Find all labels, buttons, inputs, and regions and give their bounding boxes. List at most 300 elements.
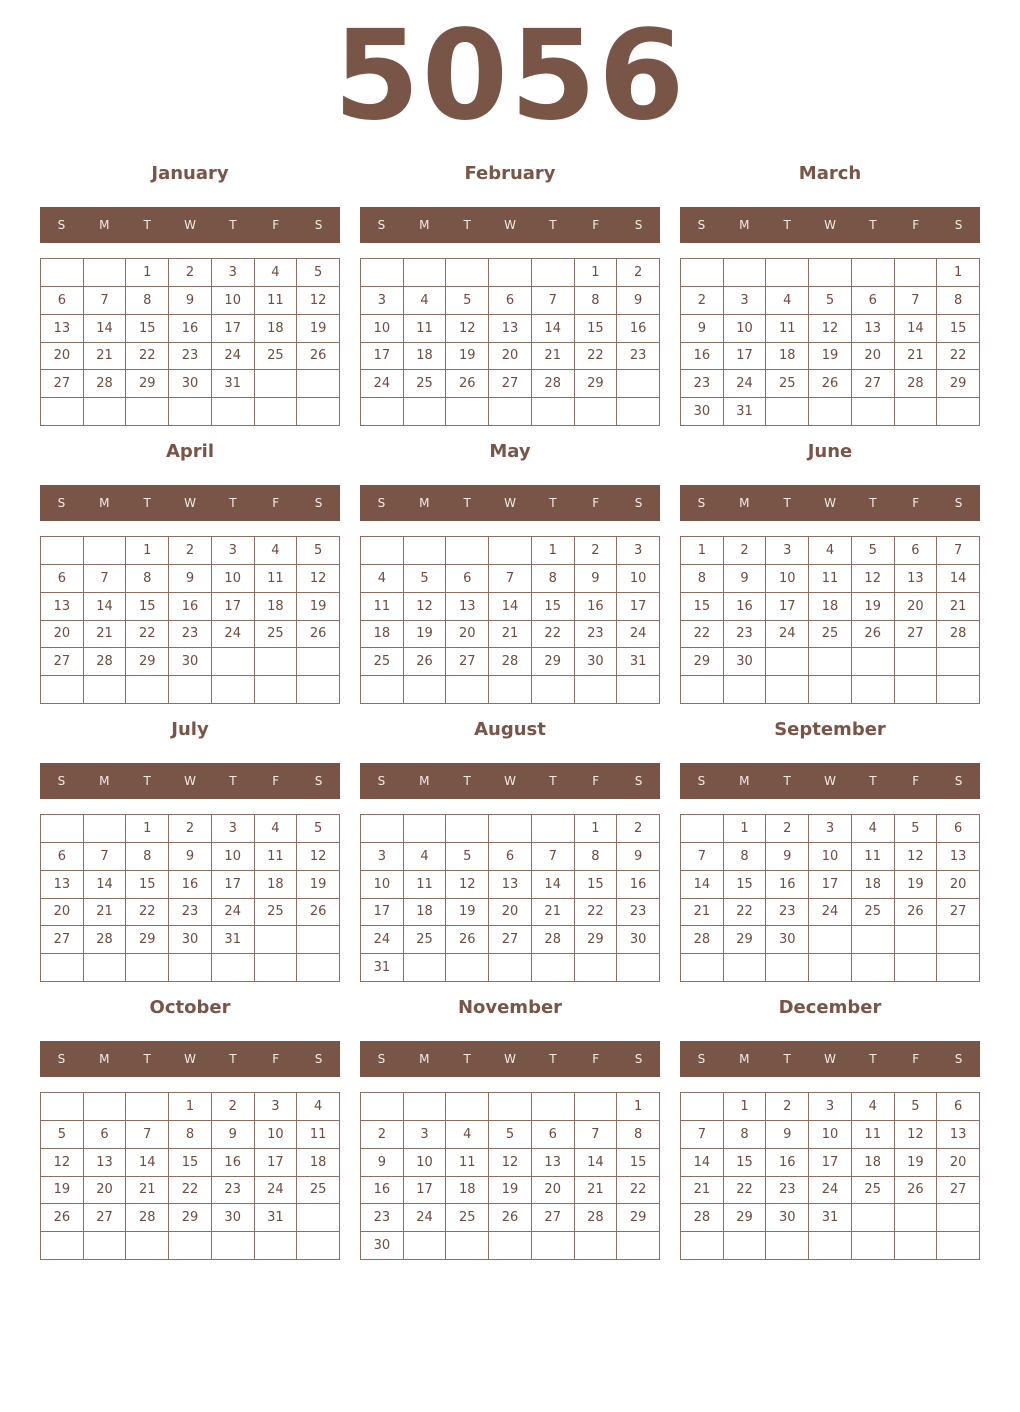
day-cell: 7 — [937, 537, 980, 565]
empty-cell — [937, 926, 980, 954]
day-cell: 9 — [361, 1149, 404, 1177]
day-cell: 28 — [84, 370, 127, 398]
day-cell: 3 — [617, 537, 660, 565]
day-cell: 4 — [852, 815, 895, 843]
empty-cell — [766, 676, 809, 704]
day-cell: 18 — [852, 871, 895, 899]
day-cell: 21 — [489, 621, 532, 649]
day-cell: 27 — [895, 621, 938, 649]
day-cell: 13 — [937, 843, 980, 871]
day-cell: 25 — [255, 899, 298, 927]
year-title: 5056 — [333, 4, 687, 148]
day-cell: 13 — [489, 315, 532, 343]
day-grid — [360, 814, 660, 982]
day-cell: 1 — [532, 537, 575, 565]
day-cell: 5 — [41, 1121, 84, 1149]
day-cell: 3 — [404, 1121, 447, 1149]
empty-cell — [895, 398, 938, 426]
day-cell: 10 — [361, 871, 404, 899]
day-cell: 19 — [297, 871, 340, 899]
weekday-label: S — [634, 1052, 643, 1066]
month-name: May — [489, 441, 531, 462]
day-cell: 12 — [446, 315, 489, 343]
weekday-label: M — [99, 218, 110, 232]
day-grid — [680, 1092, 980, 1260]
day-cell: 20 — [532, 1177, 575, 1205]
day-cell: 1 — [681, 537, 724, 565]
weekday-label: M — [419, 1052, 430, 1066]
weekday-label: T — [869, 218, 877, 232]
empty-cell — [895, 676, 938, 704]
day-cell: 13 — [937, 1121, 980, 1149]
day-cell: 18 — [255, 871, 298, 899]
empty-cell — [852, 398, 895, 426]
day-cell: 4 — [255, 537, 298, 565]
day-cell: 22 — [681, 621, 724, 649]
empty-cell — [361, 1093, 404, 1121]
day-cell: 28 — [532, 926, 575, 954]
weekday-label: T — [463, 1052, 471, 1066]
day-cell: 8 — [575, 843, 618, 871]
weekday-header — [40, 763, 340, 799]
weekday-label: W — [504, 496, 516, 510]
day-cell: 13 — [446, 593, 489, 621]
weekday-label: S — [954, 496, 963, 510]
empty-cell — [255, 648, 298, 676]
weekday-label: M — [739, 496, 750, 510]
day-cell: 11 — [255, 287, 298, 315]
day-cell: 5 — [895, 1093, 938, 1121]
day-cell: 28 — [532, 370, 575, 398]
empty-cell — [255, 954, 298, 982]
day-cell: 16 — [766, 1149, 809, 1177]
weekday-label: T — [143, 774, 151, 788]
day-cell: 28 — [84, 926, 127, 954]
empty-cell — [446, 1232, 489, 1260]
day-cell: 1 — [575, 815, 618, 843]
day-cell: 6 — [489, 287, 532, 315]
month-name: January — [151, 163, 229, 184]
day-cell: 15 — [126, 315, 169, 343]
day-cell: 3 — [809, 815, 852, 843]
day-cell: 2 — [617, 815, 660, 843]
weekday-label: T — [229, 496, 237, 510]
empty-cell — [937, 1232, 980, 1260]
weekday-label: T — [143, 496, 151, 510]
empty-cell — [297, 954, 340, 982]
weekday-label: S — [314, 774, 323, 788]
day-cell: 18 — [446, 1177, 489, 1205]
empty-cell — [404, 676, 447, 704]
day-cell: 10 — [361, 315, 404, 343]
day-cell: 3 — [212, 815, 255, 843]
weekday-label: W — [824, 496, 836, 510]
weekday-header — [360, 485, 660, 521]
day-cell: 31 — [212, 370, 255, 398]
day-cell: 27 — [532, 1204, 575, 1232]
empty-cell — [212, 954, 255, 982]
day-cell: 13 — [41, 593, 84, 621]
day-cell: 11 — [255, 843, 298, 871]
day-cell: 14 — [532, 315, 575, 343]
day-cell: 14 — [489, 593, 532, 621]
day-cell: 10 — [404, 1149, 447, 1177]
day-cell: 22 — [575, 343, 618, 371]
day-cell: 21 — [532, 899, 575, 927]
day-cell: 9 — [212, 1121, 255, 1149]
weekday-label: T — [783, 496, 791, 510]
day-cell: 30 — [361, 1232, 404, 1260]
empty-cell — [169, 676, 212, 704]
empty-cell — [809, 398, 852, 426]
empty-cell — [617, 676, 660, 704]
weekday-label: M — [99, 496, 110, 510]
day-cell: 2 — [361, 1121, 404, 1149]
day-cell: 23 — [575, 621, 618, 649]
day-cell: 18 — [297, 1149, 340, 1177]
day-cell: 26 — [404, 648, 447, 676]
empty-cell — [575, 954, 618, 982]
day-cell: 14 — [895, 315, 938, 343]
day-cell: 29 — [169, 1204, 212, 1232]
weekday-label: S — [954, 218, 963, 232]
day-cell: 31 — [255, 1204, 298, 1232]
day-cell: 15 — [681, 593, 724, 621]
empty-cell — [532, 954, 575, 982]
day-cell: 7 — [681, 1121, 724, 1149]
weekday-label: S — [377, 496, 386, 510]
empty-cell — [895, 1232, 938, 1260]
day-cell: 16 — [169, 593, 212, 621]
weekday-label: F — [912, 218, 920, 232]
month-name: April — [165, 441, 215, 462]
day-cell: 27 — [41, 648, 84, 676]
day-cell: 26 — [895, 899, 938, 927]
empty-cell — [809, 926, 852, 954]
day-cell: 16 — [617, 871, 660, 899]
empty-cell — [489, 954, 532, 982]
weekday-label: S — [57, 496, 66, 510]
day-cell: 20 — [41, 899, 84, 927]
day-cell: 12 — [809, 315, 852, 343]
day-cell: 11 — [297, 1121, 340, 1149]
empty-cell — [489, 537, 532, 565]
day-grid — [680, 258, 980, 426]
day-cell: 17 — [809, 1149, 852, 1177]
day-cell: 13 — [41, 315, 84, 343]
day-cell: 6 — [489, 843, 532, 871]
month-name: August — [474, 719, 546, 740]
weekday-label: F — [912, 774, 920, 788]
weekday-label: W — [184, 218, 196, 232]
day-cell: 25 — [297, 1177, 340, 1205]
weekday-label: S — [57, 1052, 66, 1066]
day-cell: 24 — [766, 621, 809, 649]
day-cell: 3 — [212, 259, 255, 287]
day-cell: 9 — [681, 315, 724, 343]
empty-cell — [895, 648, 938, 676]
day-cell: 26 — [895, 1177, 938, 1205]
empty-cell — [297, 676, 340, 704]
day-cell: 23 — [361, 1204, 404, 1232]
day-cell: 12 — [895, 843, 938, 871]
day-cell: 21 — [84, 621, 127, 649]
weekday-label: M — [99, 774, 110, 788]
day-cell: 12 — [895, 1121, 938, 1149]
day-cell: 24 — [255, 1177, 298, 1205]
weekday-label: F — [272, 774, 280, 788]
day-grid — [680, 814, 980, 982]
day-cell: 7 — [575, 1121, 618, 1149]
empty-cell — [404, 954, 447, 982]
month-name: October — [149, 997, 231, 1018]
day-cell: 12 — [297, 287, 340, 315]
weekday-label: S — [377, 774, 386, 788]
day-cell: 29 — [575, 370, 618, 398]
weekday-label: M — [739, 218, 750, 232]
day-cell: 28 — [895, 370, 938, 398]
day-cell: 12 — [297, 565, 340, 593]
empty-cell — [489, 1093, 532, 1121]
day-cell: 26 — [297, 343, 340, 371]
day-cell: 16 — [724, 593, 767, 621]
weekday-label: T — [229, 1052, 237, 1066]
day-cell: 29 — [617, 1204, 660, 1232]
day-cell: 7 — [126, 1121, 169, 1149]
day-cell: 21 — [681, 899, 724, 927]
day-cell: 10 — [724, 315, 767, 343]
day-cell: 11 — [404, 871, 447, 899]
empty-cell — [809, 1232, 852, 1260]
day-cell: 15 — [575, 871, 618, 899]
weekday-label: F — [912, 1052, 920, 1066]
day-cell: 16 — [361, 1177, 404, 1205]
empty-cell — [681, 954, 724, 982]
day-cell: 10 — [617, 565, 660, 593]
day-cell: 27 — [41, 370, 84, 398]
empty-cell — [937, 954, 980, 982]
day-cell: 11 — [852, 1121, 895, 1149]
weekday-header — [360, 763, 660, 799]
month-name: November — [457, 997, 563, 1018]
weekday-label: S — [314, 1052, 323, 1066]
day-cell: 1 — [575, 259, 618, 287]
empty-cell — [724, 259, 767, 287]
day-cell: 20 — [895, 593, 938, 621]
day-cell: 14 — [681, 871, 724, 899]
day-cell: 21 — [532, 343, 575, 371]
weekday-label: F — [912, 496, 920, 510]
month-name: February — [464, 163, 556, 184]
empty-cell — [126, 398, 169, 426]
day-grid — [360, 1092, 660, 1260]
weekday-label: T — [463, 496, 471, 510]
day-cell: 10 — [212, 565, 255, 593]
day-cell: 2 — [212, 1093, 255, 1121]
day-cell: 23 — [169, 899, 212, 927]
day-cell: 24 — [617, 621, 660, 649]
day-cell: 25 — [255, 343, 298, 371]
day-cell: 4 — [404, 287, 447, 315]
day-cell: 14 — [126, 1149, 169, 1177]
day-cell: 29 — [724, 1204, 767, 1232]
day-cell: 19 — [446, 899, 489, 927]
day-cell: 17 — [404, 1177, 447, 1205]
day-cell: 19 — [41, 1177, 84, 1205]
weekday-label: T — [549, 496, 557, 510]
day-cell: 26 — [446, 926, 489, 954]
day-cell: 6 — [937, 815, 980, 843]
day-cell: 8 — [575, 287, 618, 315]
day-cell: 27 — [489, 370, 532, 398]
weekday-label: T — [463, 774, 471, 788]
empty-cell — [446, 815, 489, 843]
day-cell: 4 — [361, 565, 404, 593]
day-cell: 26 — [297, 899, 340, 927]
weekday-label: M — [419, 218, 430, 232]
day-cell: 20 — [41, 621, 84, 649]
empty-cell — [255, 370, 298, 398]
day-cell: 26 — [446, 370, 489, 398]
empty-cell — [404, 815, 447, 843]
day-cell: 3 — [212, 537, 255, 565]
day-cell: 5 — [489, 1121, 532, 1149]
empty-cell — [41, 398, 84, 426]
month-name: September — [774, 719, 886, 740]
day-cell: 6 — [852, 287, 895, 315]
empty-cell — [532, 259, 575, 287]
day-cell: 13 — [84, 1149, 127, 1177]
day-cell: 7 — [84, 843, 127, 871]
day-cell: 5 — [297, 259, 340, 287]
day-cell: 22 — [126, 343, 169, 371]
day-grid — [40, 1092, 340, 1260]
weekday-label: S — [634, 496, 643, 510]
day-cell: 7 — [489, 565, 532, 593]
day-cell: 30 — [169, 370, 212, 398]
empty-cell — [404, 1232, 447, 1260]
day-cell: 23 — [766, 899, 809, 927]
weekday-label: T — [549, 774, 557, 788]
day-cell: 15 — [532, 593, 575, 621]
day-cell: 4 — [852, 1093, 895, 1121]
day-cell: 31 — [809, 1204, 852, 1232]
day-cell: 24 — [212, 621, 255, 649]
day-cell: 24 — [809, 899, 852, 927]
empty-cell — [724, 1232, 767, 1260]
day-cell: 10 — [255, 1121, 298, 1149]
weekday-label: S — [377, 218, 386, 232]
empty-cell — [489, 398, 532, 426]
empty-cell — [446, 259, 489, 287]
day-cell: 19 — [895, 1149, 938, 1177]
empty-cell — [404, 537, 447, 565]
day-cell: 2 — [766, 815, 809, 843]
day-cell: 28 — [575, 1204, 618, 1232]
day-cell: 1 — [126, 815, 169, 843]
weekday-label: S — [634, 774, 643, 788]
day-cell: 8 — [126, 843, 169, 871]
day-cell: 20 — [489, 899, 532, 927]
weekday-label: W — [504, 774, 516, 788]
empty-cell — [126, 1232, 169, 1260]
day-cell: 21 — [895, 343, 938, 371]
empty-cell — [852, 648, 895, 676]
day-cell: 16 — [169, 315, 212, 343]
empty-cell — [361, 815, 404, 843]
day-cell: 23 — [212, 1177, 255, 1205]
empty-cell — [895, 926, 938, 954]
day-cell: 28 — [937, 621, 980, 649]
day-cell: 6 — [937, 1093, 980, 1121]
weekday-label: W — [824, 218, 836, 232]
day-cell: 4 — [404, 843, 447, 871]
day-cell: 3 — [255, 1093, 298, 1121]
day-cell: 22 — [724, 899, 767, 927]
day-cell: 3 — [361, 287, 404, 315]
day-cell: 30 — [169, 926, 212, 954]
day-cell: 19 — [446, 343, 489, 371]
day-cell: 3 — [766, 537, 809, 565]
day-cell: 29 — [575, 926, 618, 954]
weekday-header — [680, 207, 980, 243]
day-cell: 22 — [937, 343, 980, 371]
empty-cell — [84, 815, 127, 843]
day-cell: 23 — [681, 370, 724, 398]
day-cell: 19 — [404, 621, 447, 649]
day-cell: 26 — [809, 370, 852, 398]
day-cell: 25 — [255, 621, 298, 649]
day-cell: 6 — [532, 1121, 575, 1149]
empty-cell — [852, 1232, 895, 1260]
day-cell: 4 — [809, 537, 852, 565]
day-cell: 5 — [446, 287, 489, 315]
empty-cell — [361, 259, 404, 287]
day-cell: 11 — [766, 315, 809, 343]
day-cell: 25 — [852, 899, 895, 927]
day-cell: 11 — [361, 593, 404, 621]
empty-cell — [41, 537, 84, 565]
day-cell: 18 — [809, 593, 852, 621]
empty-cell — [41, 259, 84, 287]
empty-cell — [575, 1093, 618, 1121]
month-name: December — [778, 997, 882, 1018]
day-cell: 21 — [84, 343, 127, 371]
day-cell: 13 — [852, 315, 895, 343]
day-cell: 8 — [126, 565, 169, 593]
day-cell: 18 — [361, 621, 404, 649]
day-cell: 7 — [532, 287, 575, 315]
day-cell: 21 — [126, 1177, 169, 1205]
weekday-header — [680, 763, 980, 799]
day-cell: 1 — [126, 537, 169, 565]
weekday-label: T — [869, 496, 877, 510]
day-cell: 5 — [446, 843, 489, 871]
day-cell: 8 — [126, 287, 169, 315]
weekday-label: W — [184, 1052, 196, 1066]
day-cell: 3 — [361, 843, 404, 871]
empty-cell — [212, 648, 255, 676]
day-grid — [40, 814, 340, 982]
day-cell: 6 — [41, 565, 84, 593]
day-cell: 24 — [361, 370, 404, 398]
day-cell: 7 — [895, 287, 938, 315]
weekday-label: M — [99, 1052, 110, 1066]
empty-cell — [681, 1093, 724, 1121]
day-cell: 11 — [404, 315, 447, 343]
month-name: July — [171, 719, 209, 740]
weekday-header — [40, 1041, 340, 1077]
